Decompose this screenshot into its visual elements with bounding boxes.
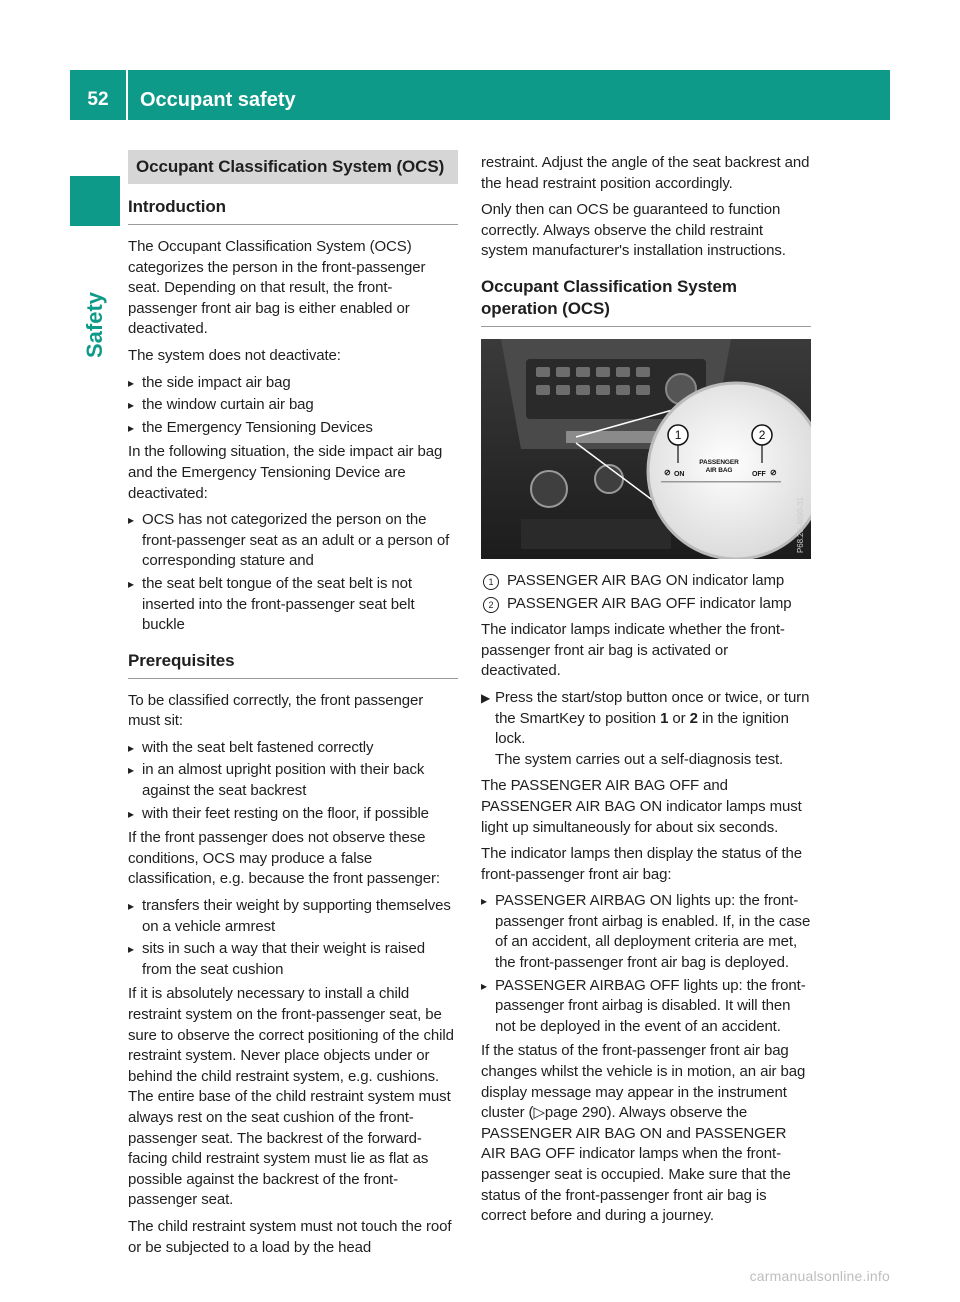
intro-paragraph: The Occupant Classification System (OCS) categorizes the person in the front-passenger seat. Depending on that result, the front-passenger front air bag is either enabled or deactivated. [128, 238, 426, 338]
center-label-2: AIR BAG [705, 466, 733, 474]
seating-list [128, 738, 458, 824]
intro-paragraph: In the following situation, the side impact air bag and the Emergency Tensioning Device are deactivated: [128, 443, 443, 502]
prerequisites-heading: Prerequisites [128, 650, 458, 679]
list-item: ▸ in an almost upright position with their back against the seat backrest [128, 760, 458, 801]
left-column [128, 150, 458, 1264]
header-divider [126, 70, 128, 120]
lamps-paragraph: The PASSENGER AIR BAG OFF and PASSENGER AIR BAG ON indicator lamps must light up simultaneously for about six seconds. [481, 777, 802, 836]
instruction-step: ▶ Press the start/stop button once or twice, or turn the SmartKey to position 1 or 2 in the ignition lock. The system carries out a self-diagnosis test. [481, 688, 810, 768]
legend-number: 2 [483, 597, 499, 613]
operation-heading: Occupant Classification System operation (OCS) [481, 276, 811, 327]
intro-list [128, 373, 458, 439]
list-item: ▸ transfers their weight by supporting themselves on a vehicle armrest [128, 896, 458, 937]
intro-paragraph: The system does not deactivate: [128, 346, 341, 364]
final-paragraph: If the status of the front-passenger front air bag changes whilst the vehicle is in motion, an air bag display message may appear in the instrument cluster (▷page 290). Always observe the PASSENGER AIR BAG ON and PASSENGER AIR BAG OFF indicator lamps when the front-passenger seat is occupied. Make sure that the status of the front-passenger front air bag is correct before and during a journey. [481, 1042, 806, 1225]
callout-1: 1 [674, 427, 682, 442]
watermark: carmanualsonline.info [749, 1268, 890, 1284]
on-label: ON [674, 470, 685, 478]
right-column [481, 153, 811, 1233]
legend-item-2 [481, 594, 811, 615]
list-item: ▸ with their feet resting on the floor, if possible [128, 804, 458, 825]
continued-paragraph: Only then can OCS be guaranteed to function correctly. Always observe the child restraint system manufacturer's installation instructions. [481, 201, 786, 260]
indicator-lamp-figure [481, 339, 811, 559]
list-item: ▸ the window curtain air bag [128, 395, 458, 416]
prereq-paragraph: If it is absolutely necessary to install a child restraint system on the front-passenger seat, be sure to observe the correct positioning of the child restraint system. Never place objects under or behind the child restraint system, e.g. cushions. The entire base of the child restraint system must always rest on the seat cushion of the front-passenger seat. The backrest of the forward-facing child restraint system must lie as flat as possible against the backrest of the front-passenger seat. [128, 985, 454, 1209]
false-classification-list [128, 896, 458, 980]
list-item: ▸ sits in such a way that their weight is raised from the seat cushion [128, 939, 458, 980]
page-ref-arrow-icon: ▷ [533, 1104, 545, 1122]
list-item: ▸ the side impact air bag [128, 373, 458, 394]
svg-text:⊘: ⊘ [770, 467, 777, 477]
list-item: ▸ the Emergency Tensioning Devices [128, 418, 458, 439]
page-number: 52 [87, 89, 109, 110]
introduction-heading: Introduction [128, 196, 458, 225]
list-item: ▸ OCS has not categorized the person on the front-passenger seat as an adult or a person of corresponding stature and [128, 510, 458, 572]
legend-number: 1 [483, 574, 499, 590]
list-item: ▸ PASSENGER AIRBAG ON lights up: the front-passenger front airbag is enabled. If, in the case of an accident, all deployment criteria are met, the front-passenger front air bag is deployed. [481, 891, 811, 973]
page-reference-link[interactable]: page 290 [544, 1104, 607, 1122]
status-paragraph: The indicator lamps then display the status of the front-passenger front air bag: [481, 845, 803, 883]
svg-text:⊘: ⊘ [664, 467, 671, 477]
sidebar-section-label: Safety [82, 291, 107, 359]
step-result: The system carries out a self-diagnosis test. [495, 750, 784, 768]
off-label: OFF [752, 470, 766, 478]
figure-code: P68.20-4890-31 [796, 496, 805, 553]
prereq-paragraph: To be classified correctly, the front passenger must sit: [128, 691, 424, 730]
center-label-1: PASSENGER [699, 458, 739, 466]
indicator-paragraph: The indicator lamps indicate whether the front-passenger front air bag is activated or deactivated. [481, 621, 785, 680]
list-item: ▸ with the seat belt fastened correctly [128, 738, 458, 759]
list-item: ▸ PASSENGER AIRBAG OFF lights up: the front-passenger front airbag is disabled. It will then not be deployed in the event of an accident. [481, 976, 811, 1038]
legend-text: PASSENGER AIR BAG ON indicator lamp [507, 571, 785, 589]
sidebar-color-block [70, 176, 120, 226]
status-list [481, 891, 811, 1037]
callout-2: 2 [758, 427, 766, 442]
prereq-paragraph: If the front passenger does not observe these conditions, OCS may produce a false classification, e.g. because the front passenger: [128, 829, 440, 888]
dashboard-illustration [481, 339, 811, 559]
continued-paragraph: restraint. Adjust the angle of the seat backrest and the head restraint position accordingly. [481, 154, 810, 192]
legend-item-1 [481, 571, 811, 592]
page-title: Occupant safety [140, 89, 296, 111]
list-item: ▸ the seat belt tongue of the seat belt is not inserted into the front-passenger seat belt buckle [128, 574, 458, 636]
deactivation-list [128, 510, 458, 636]
step-arrow-icon: ▶ [481, 690, 491, 705]
section-title: Occupant Classification System (OCS) [128, 150, 458, 184]
position-1: 1 [660, 709, 669, 727]
position-2: 2 [689, 709, 698, 727]
prereq-paragraph: The child restraint system must not touch the roof or be subjected to a load by the head [128, 1217, 452, 1256]
legend-text: PASSENGER AIR BAG OFF indicator lamp [507, 594, 792, 612]
